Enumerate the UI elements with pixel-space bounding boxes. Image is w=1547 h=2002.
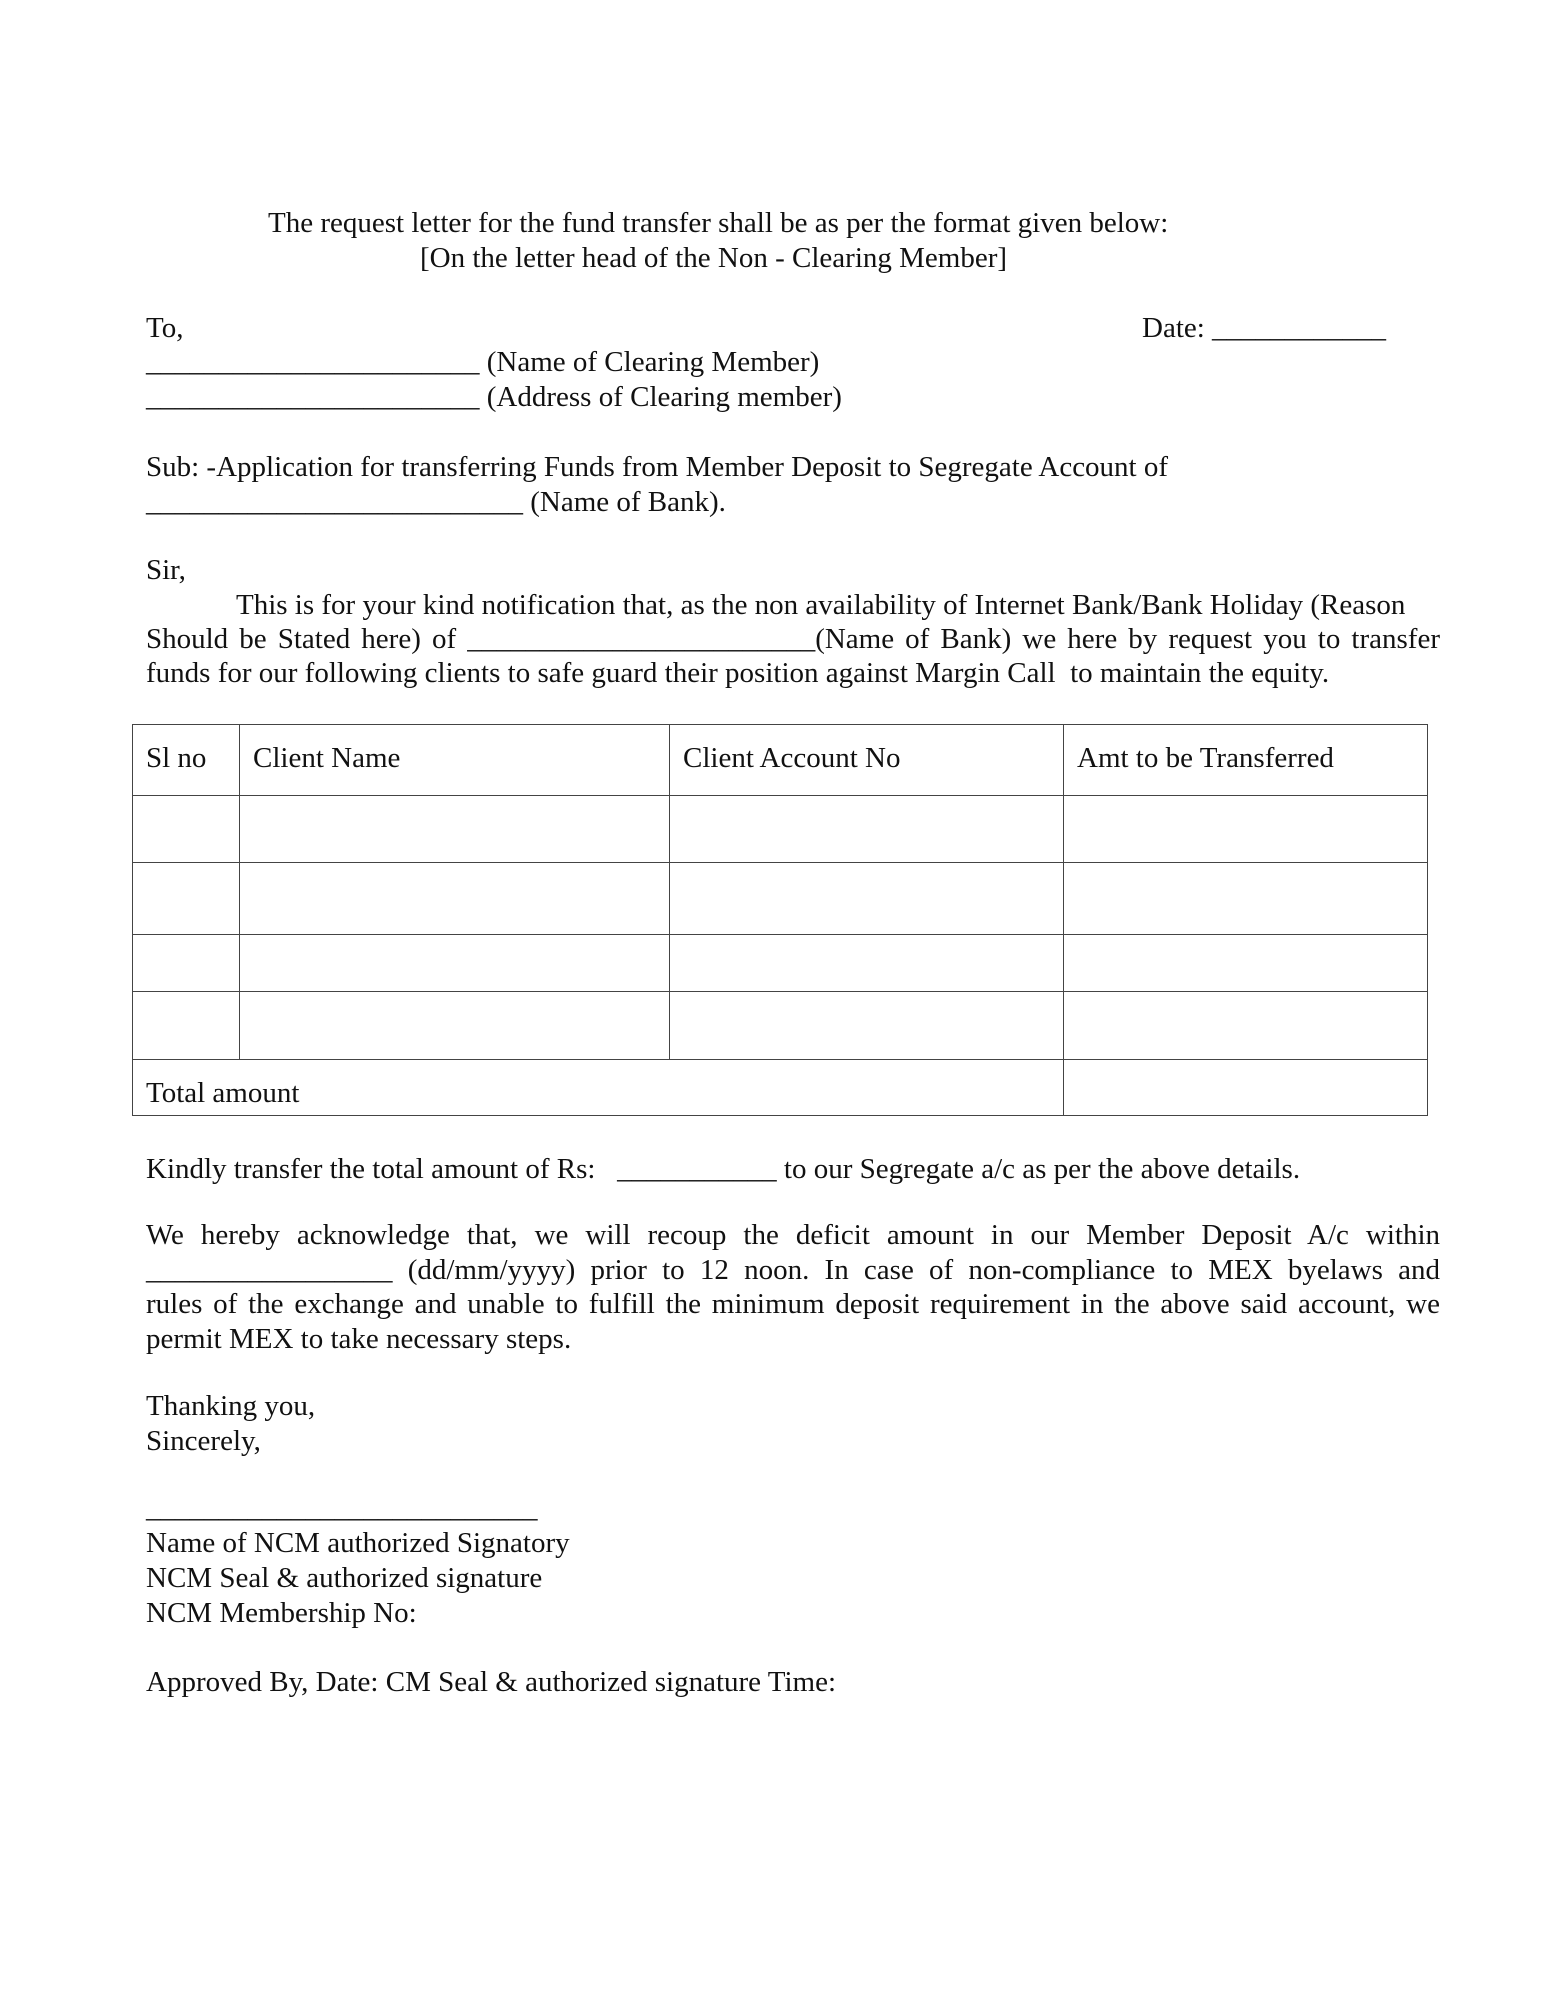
- cell-client-account-no: [670, 935, 1064, 992]
- clearing-member-name-line: _______________________ (Name of Clearing Member): [146, 346, 820, 378]
- cell-amount: [1064, 863, 1428, 935]
- clearing-member-address-line: _______________________ (Address of Clearing member): [146, 381, 842, 413]
- cell-client-name: [240, 935, 670, 992]
- header-client-account-no: Client Account No: [670, 725, 1064, 796]
- table-header-row: [133, 725, 1428, 796]
- table-row: [133, 992, 1428, 1060]
- table-row: [133, 863, 1428, 935]
- format-instruction: The request letter for the fund transfer shall be as per the format given below:: [268, 207, 1169, 239]
- cell-client-name: [240, 992, 670, 1060]
- notification-line-2: Should be Stated here) of ________________________(Name of Bank) we here by request you to transfer: [146, 623, 1440, 655]
- acknowledgement-line-4: permit MEX to take necessary steps.: [146, 1323, 572, 1355]
- thanking-line: Thanking you,: [146, 1390, 316, 1422]
- letterhead-note: [On the letter head of the Non - Clearing Member]: [420, 242, 1008, 274]
- cell-amount: [1064, 992, 1428, 1060]
- signature-line: ___________________________: [146, 1492, 538, 1524]
- cell-client-name: [240, 863, 670, 935]
- total-amount-cell: [1064, 1060, 1428, 1116]
- date-field: Date: ____________: [1142, 312, 1387, 344]
- cell-sl-no: [133, 992, 240, 1060]
- table-row: [133, 796, 1428, 863]
- cell-sl-no: [133, 863, 240, 935]
- approval-line: Approved By, Date: CM Seal & authorized signature Time:: [146, 1666, 836, 1698]
- total-row: [133, 1060, 1428, 1116]
- cell-sl-no: [133, 796, 240, 863]
- cell-amount: [1064, 796, 1428, 863]
- cell-client-account-no: [670, 796, 1064, 863]
- membership-no-label: NCM Membership No:: [146, 1597, 417, 1629]
- table-row: [133, 935, 1428, 992]
- subject-bank-line: __________________________ (Name of Bank).: [146, 486, 726, 518]
- seal-signature-label: NCM Seal & authorized signature: [146, 1562, 543, 1594]
- notification-line-3: funds for our following clients to safe guard their position against Margin Call to maintain the equity.: [146, 657, 1330, 689]
- acknowledgement-line-1: We hereby acknowledge that, we will recoup the deficit amount in our Member Deposit A/c within: [146, 1219, 1440, 1251]
- to-label: To,: [146, 312, 184, 344]
- header-amount: Amt to be Transferred: [1064, 725, 1428, 796]
- acknowledgement-line-2: _________________ (dd/mm/yyyy) prior to 12 noon. In case of non-compliance to MEX byelaws and: [146, 1254, 1440, 1286]
- cell-client-account-no: [670, 863, 1064, 935]
- cell-client-account-no: [670, 992, 1064, 1060]
- cell-sl-no: [133, 935, 240, 992]
- signatory-name-label: Name of NCM authorized Signatory: [146, 1527, 570, 1559]
- sincerely-line: Sincerely,: [146, 1425, 261, 1457]
- subject-line: Sub: -Application for transferring Funds from Member Deposit to Segregate Account of: [146, 451, 1169, 483]
- transfer-request-line: Kindly transfer the total amount of Rs: ___________ to our Segregate a/c as per the above details.: [146, 1153, 1301, 1185]
- cell-client-name: [240, 796, 670, 863]
- total-amount-label: Total amount: [133, 1060, 1064, 1116]
- cell-amount: [1064, 935, 1428, 992]
- acknowledgement-line-3: rules of the exchange and unable to fulfill the minimum deposit requirement in the above said account, we: [146, 1288, 1440, 1320]
- salutation: Sir,: [146, 554, 186, 586]
- fund-transfer-table: [132, 724, 1428, 1116]
- header-client-name: Client Name: [240, 725, 670, 796]
- notification-line-1: This is for your kind notification that, as the non availability of Internet Bank/Bank Holiday (Reason: [236, 589, 1406, 621]
- header-sl-no: Sl no: [133, 725, 240, 796]
